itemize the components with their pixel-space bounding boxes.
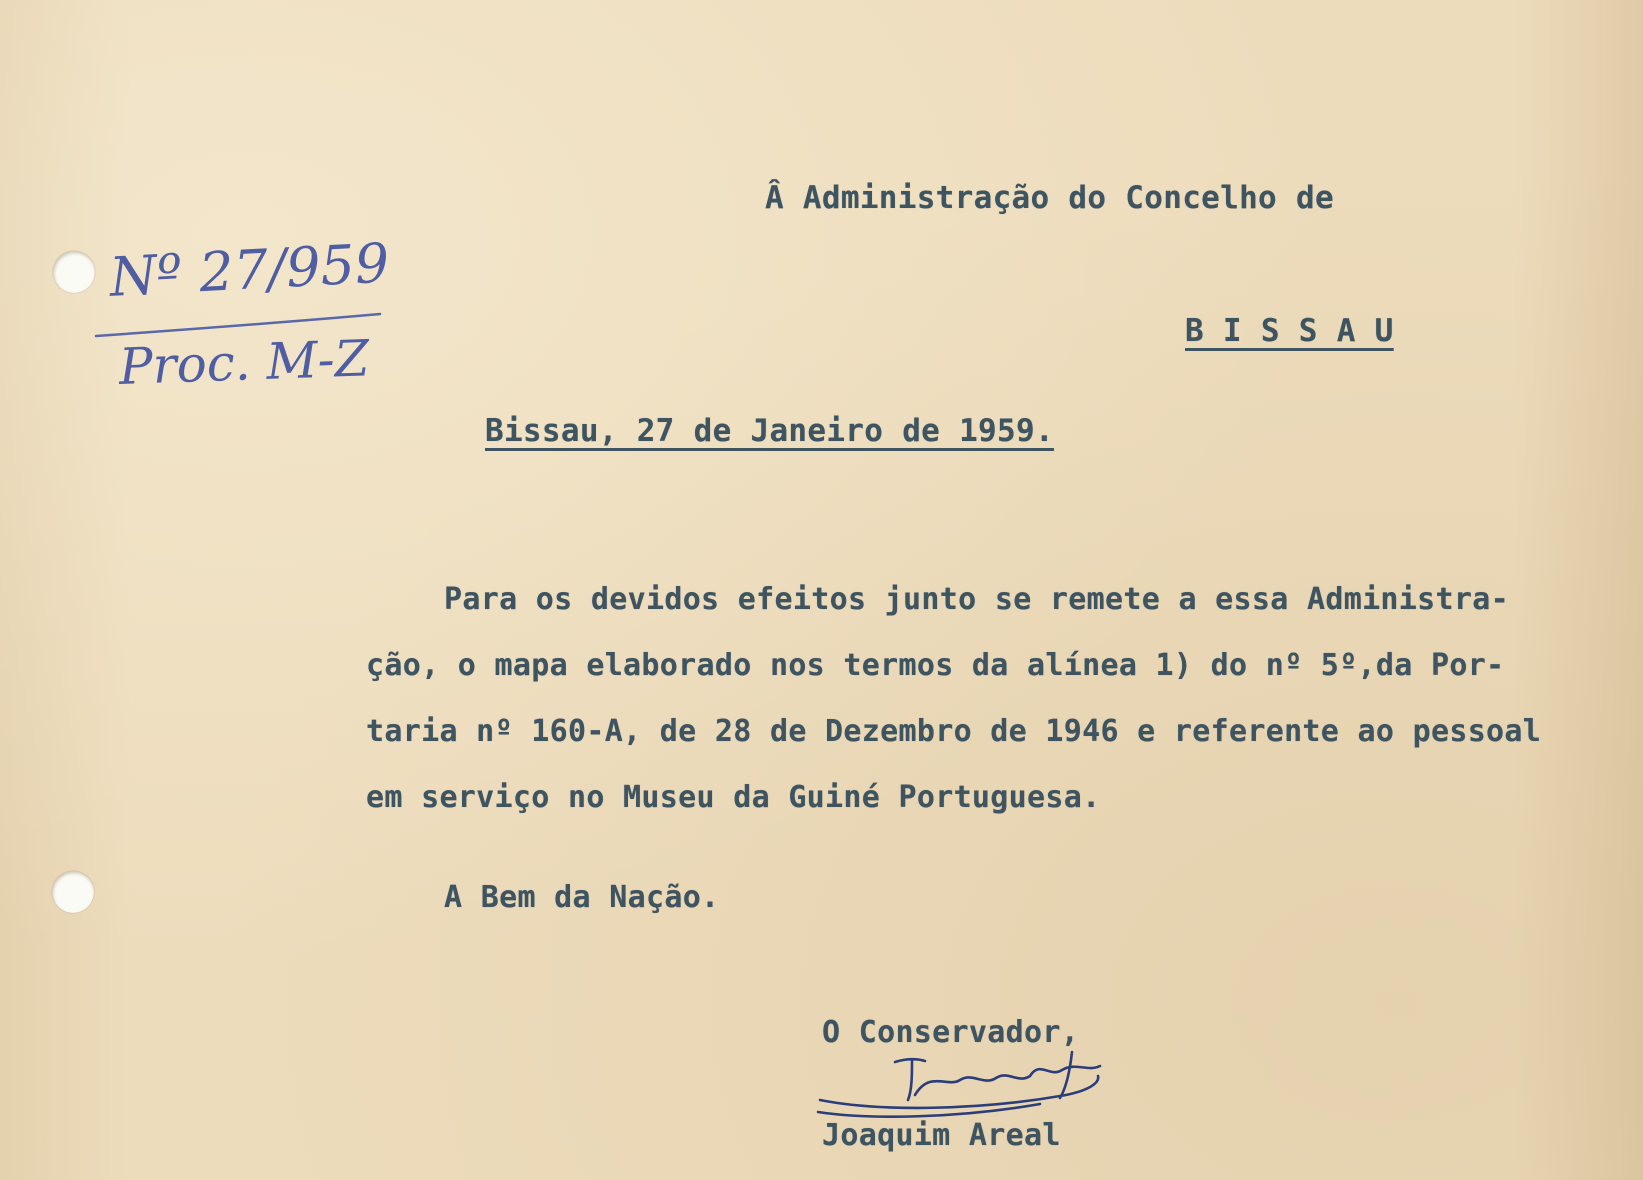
body-line-4: em serviço no Museu da Guiné Portuguesa.: [366, 780, 1101, 815]
punch-hole-bottom: [52, 871, 94, 913]
body-line-3: taria nº 160-A, de 28 de Dezembro de 1946 e referente ao pessoal: [366, 714, 1542, 749]
city-line: B I S S A U: [1185, 313, 1394, 349]
reference-subtitle: Proc. M-Z: [118, 329, 371, 396]
body-line-1: Para os devidos efeitos junto se remete a essa Administra-: [444, 582, 1509, 617]
signer-name: Joaquim Areal: [822, 1118, 1061, 1153]
signer-title: O Conservador,: [822, 1015, 1080, 1050]
reference-number: Nº 27/959: [108, 231, 391, 309]
body-line-2: ção, o mapa elaborado nos termos da alínea 1) do nº 5º,da Por-: [366, 648, 1505, 683]
punch-hole-top: [53, 251, 95, 293]
date-line: Bissau, 27 de Janeiro de 1959.: [485, 413, 1054, 449]
closing-line: A Bem da Nação.: [444, 880, 720, 915]
handwritten-signature: [818, 1052, 1100, 1117]
addressee-line: Â Administração do Concelho de: [765, 180, 1334, 216]
